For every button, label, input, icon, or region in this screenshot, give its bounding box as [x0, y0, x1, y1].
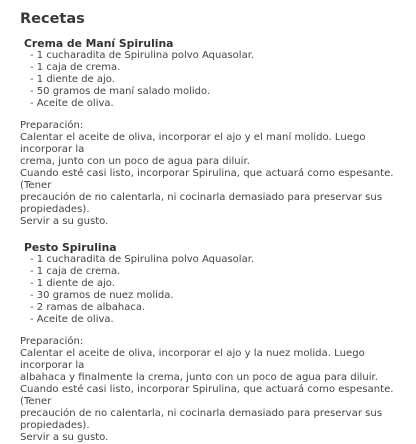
ingredient-list [20, 50, 406, 110]
recipe-separator [20, 228, 406, 242]
ingredient-item: - Aceite de oliva. [30, 314, 114, 325]
preparation-line: Servir a su gusto. [20, 432, 109, 443]
ingredient-item: - 1 cucharadita de Spirulina polvo Aquasolar. [30, 254, 255, 265]
ingredient-item: - Aceite de oliva. [30, 98, 114, 109]
ingredient-item: - 1 cucharadita de Spirulina polvo Aquasolar. [30, 50, 255, 61]
ingredient-item: - 1 caja de crema. [30, 62, 121, 73]
preparation-line: propiedades). [20, 420, 90, 431]
preparation-line: Calentar el aceite de oliva, incorporar el ajo y la nuez molida. Luego incorporar la [20, 348, 365, 371]
preparation-line: albahaca y finalmente la crema, junto con un poco de agua para diluir. [20, 372, 378, 383]
preparation-line: propiedades). [20, 204, 90, 215]
preparation-text [20, 348, 406, 444]
preparation-line: precaución de no calentarla, ni cocinarla demasiado para preservar sus [20, 192, 383, 203]
ingredient-item: - 1 caja de crema. [30, 266, 121, 277]
preparation-label: Preparación: [20, 120, 84, 131]
preparation-line: Calentar el aceite de oliva, incorporar el ajo y el maní molido. Luego incorporar la [20, 132, 366, 155]
preparation-label: Preparación: [20, 336, 84, 347]
ingredient-item: - 1 diente de ajo. [30, 278, 115, 289]
recipe-pesto [20, 242, 406, 444]
recipe-crema-mani [20, 38, 406, 228]
preparation-line: Servir a su gusto. [20, 216, 109, 227]
ingredient-item: - 2 ramas de albahaca. [30, 302, 146, 313]
recipe-title: Pesto Spirulina [24, 241, 117, 254]
preparation-line: precaución de no calentarla, ni cocinarla demasiado para preservar sus [20, 408, 383, 419]
ingredient-list [20, 254, 406, 326]
recipe-title: Crema de Maní Spirulina [24, 37, 174, 50]
ingredient-item: - 1 diente de ajo. [30, 74, 115, 85]
preparation-text [20, 132, 406, 228]
preparation-line: crema, junto con un poco de agua para diluir. [20, 156, 250, 167]
ingredient-item: - 30 gramos de nuez molida. [30, 290, 174, 301]
preparation-line: Cuando esté casi listo, incorporar Spirulina, que actuará como espesante. (Tener [20, 384, 394, 407]
ingredient-item: - 50 gramos de maní salado molido. [30, 86, 211, 97]
preparation-line: Cuando esté casi listo, incorporar Spirulina, que actuará como espesante. (Tener [20, 168, 394, 191]
page-title: Recetas [20, 11, 85, 27]
